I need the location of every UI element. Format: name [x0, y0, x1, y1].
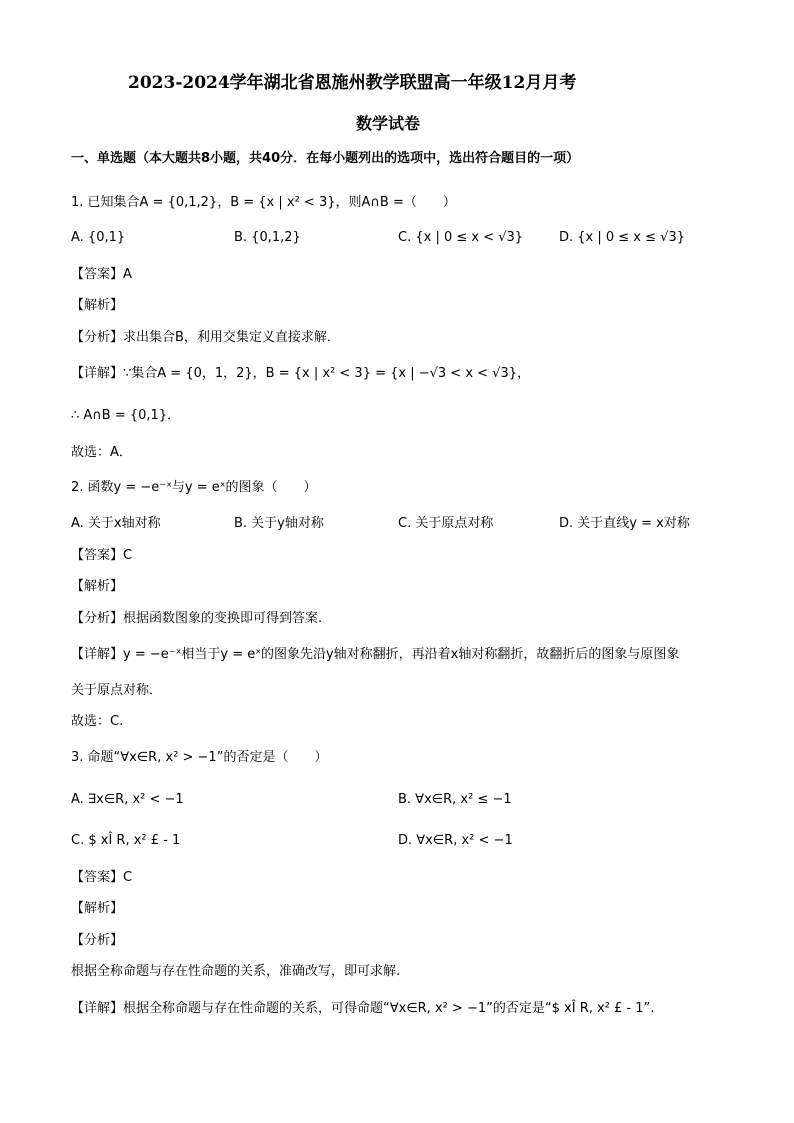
q1-option-d: D. {x | 0 ≤ x ≤ √3} [559, 230, 685, 245]
q2-option-c: C. 关于原点对称 [398, 516, 494, 531]
q1-analysis-heading: 【解析】 [71, 298, 124, 313]
q1-stem: 1. 已知集合A = {0,1,2}，B = {x | x² < 3}，则A∩B =（ ） [71, 195, 456, 210]
q2-option-a: A. 关于x轴对称 [71, 516, 161, 531]
page-title: 2023-2024学年湖北省恩施州教学联盟高一年级12月月考 [128, 73, 577, 93]
q2-choose: 故选：C. [71, 714, 124, 729]
q3-option-a: A. ∃x∈R, x² < −1 [71, 792, 184, 807]
q1-choose: 故选：A． [71, 445, 132, 460]
q3-analysis-heading: 【解析】 [71, 901, 124, 916]
q3-fenxi: 根据全称命题与存在性命题的关系，准确改写，即可求解. [71, 964, 401, 979]
q2-stem: 2. 函数y = −e⁻ˣ与y = eˣ的图象（ ） [71, 480, 317, 495]
q1-conclusion: ∴ A∩B = {0,1}． [71, 408, 181, 423]
q2-detail-line1: 【详解】y = −e⁻ˣ相当于y = eˣ的图象先沿y轴对称翻折，再沿着x轴对称翻折，故翻折后的图象与原图象 [71, 647, 680, 662]
q1-detail: 【详解】∵集合A = {0，1，2}，B = {x | x² < 3} = {x | −√3 < x < √3}， [71, 366, 531, 381]
q1-option-b: B. {0,1,2} [234, 230, 301, 245]
q2-option-d: D. 关于直线y = x对称 [559, 516, 690, 531]
q1-option-c: C. {x | 0 ≤ x < √3} [398, 230, 524, 245]
q3-option-c: C. $ xÎ R, x² £ - 1 [71, 833, 181, 848]
q2-answer: 【答案】C [71, 548, 133, 563]
q3-option-b: B. ∀x∈R, x² ≤ −1 [398, 792, 512, 807]
q3-answer: 【答案】C [71, 870, 133, 885]
q3-fenxi-heading: 【分析】 [71, 933, 124, 948]
q1-answer: 【答案】A [71, 267, 132, 282]
q3-stem: 3. 命题“∀x∈R, x² > −1”的否定是（ ） [71, 750, 328, 765]
q2-option-b: B. 关于y轴对称 [234, 516, 324, 531]
page-subtitle: 数学试卷 [356, 114, 421, 133]
q2-analysis-heading: 【解析】 [71, 579, 124, 594]
section-heading: 一、单选题（本大题共8小题，共40分．在每小题列出的选项中，选出符合题目的一项） [71, 151, 580, 166]
q2-detail-line2: 关于原点对称． [71, 683, 163, 698]
q3-detail: 【详解】根据全称命题与存在性命题的关系，可得命题“∀x∈R, x² > −1”的否定是“$ xÎ R, x² £ - 1”. [71, 1001, 655, 1016]
q1-option-a: A. {0,1} [71, 230, 126, 245]
q2-fenxi: 【分析】根据函数图象的变换即可得到答案. [71, 611, 323, 626]
q1-fenxi: 【分析】求出集合B，利用交集定义直接求解． [71, 330, 340, 345]
q3-option-d: D. ∀x∈R, x² < −1 [398, 833, 513, 848]
